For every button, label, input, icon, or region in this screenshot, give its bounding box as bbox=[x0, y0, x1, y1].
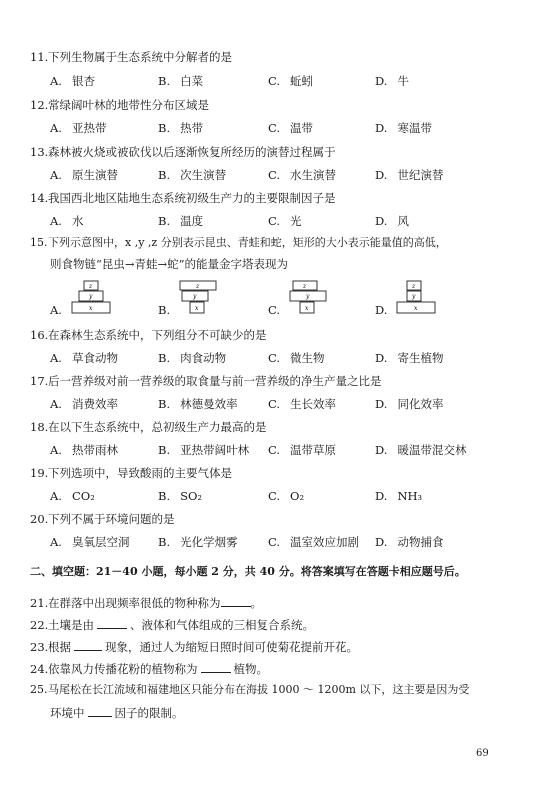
answer-blank[interactable] bbox=[97, 617, 127, 629]
option-label: A. bbox=[50, 214, 62, 228]
option-label: B. bbox=[158, 489, 171, 503]
question-text: 下列生物属于生态系统中分解者的是 bbox=[48, 50, 232, 64]
option-text: 温度 bbox=[180, 214, 204, 228]
answer-blank[interactable] bbox=[221, 595, 251, 607]
question-text: 后一营养级对前一营养级的取食量与前一营养级的净生产量之比是 bbox=[48, 374, 382, 388]
options-19 bbox=[50, 489, 528, 503]
svg-text:x: x bbox=[195, 305, 199, 312]
question-text: 土壤是由 bbox=[48, 618, 94, 632]
pyramid-diagram-a bbox=[70, 280, 112, 316]
svg-text:y: y bbox=[306, 293, 310, 300]
question-24 bbox=[30, 661, 520, 676]
question-17 bbox=[30, 374, 520, 388]
answer-blank[interactable] bbox=[201, 661, 231, 673]
option-label: C. bbox=[268, 535, 281, 549]
option-label: A. bbox=[50, 443, 62, 457]
option-label: D. bbox=[375, 397, 388, 411]
question-text: 马尾松在长江流域和福建地区只能分布在海拔 1000 ～ 1200m 以下，这主要是因为受 bbox=[48, 683, 470, 696]
options-17 bbox=[50, 397, 528, 411]
question-text: 现象，通过人为缩短日照时间可使菊花提前开花。 bbox=[105, 640, 358, 654]
question-text: 在群落中出现频率很低的物种称为 bbox=[48, 596, 221, 610]
answer-blank[interactable] bbox=[74, 639, 102, 651]
question-14 bbox=[30, 191, 520, 205]
options-20 bbox=[50, 535, 528, 549]
svg-text:x: x bbox=[89, 305, 93, 312]
option-label: A. bbox=[50, 397, 62, 411]
svg-text:y: y bbox=[412, 293, 416, 300]
options-11 bbox=[50, 74, 528, 88]
question-number: 21. bbox=[30, 596, 49, 610]
question-text: 则食物链“昆虫→青蛙→蛇”的能量金字塔表现为 bbox=[50, 257, 289, 271]
question-text: 环境中 bbox=[50, 706, 85, 720]
question-number: 16. bbox=[30, 328, 49, 342]
option-label: A. bbox=[50, 303, 62, 317]
option-label: B. bbox=[158, 121, 171, 135]
question-number: 14. bbox=[30, 191, 49, 205]
question-25-line2 bbox=[50, 705, 520, 720]
option-label: B. bbox=[158, 303, 171, 317]
option-label: A. bbox=[50, 535, 62, 549]
question-number: 25. bbox=[30, 683, 48, 696]
option-label: C. bbox=[268, 443, 281, 457]
option-label: C. bbox=[268, 168, 281, 182]
option-label: D. bbox=[375, 443, 388, 457]
svg-text:y: y bbox=[89, 293, 93, 300]
option-text: 水 bbox=[71, 214, 84, 228]
question-number: 11. bbox=[30, 50, 49, 64]
option-label: A. bbox=[50, 74, 62, 88]
option-text: 暖温带混交林 bbox=[397, 443, 467, 457]
question-text: 下列选项中，导致酸雨的主要气体是 bbox=[48, 466, 232, 480]
option-text: 温带草原 bbox=[290, 443, 337, 457]
option-label: C. bbox=[268, 351, 281, 365]
option-label: C. bbox=[268, 303, 281, 317]
question-number: 23. bbox=[30, 640, 49, 654]
svg-text:z: z bbox=[89, 283, 93, 290]
option-text: 寄生植物 bbox=[397, 351, 444, 365]
question-19 bbox=[30, 466, 520, 480]
svg-text:y: y bbox=[193, 293, 197, 300]
option-label: D. bbox=[375, 214, 388, 228]
option-label: A. bbox=[50, 489, 62, 503]
option-text: NH₃ bbox=[397, 489, 423, 503]
option-text: 牛 bbox=[397, 74, 409, 88]
option-text: CO₂ bbox=[71, 489, 95, 503]
option-label: B. bbox=[158, 443, 171, 457]
svg-text:z: z bbox=[303, 283, 307, 290]
option-text: 水生演替 bbox=[290, 168, 337, 182]
options-12 bbox=[50, 121, 528, 135]
option-text: O₂ bbox=[290, 489, 305, 503]
question-20 bbox=[30, 512, 520, 526]
option-label: D. bbox=[375, 121, 388, 135]
option-label: D. bbox=[375, 535, 388, 549]
question-12 bbox=[30, 98, 520, 112]
section-heading: 二、填空题：21－40 小题，每小题 2 分，共 40 分。将答案填写在答题卡相应题号后。 bbox=[30, 565, 466, 578]
option-label: D. bbox=[375, 168, 388, 182]
option-label: B. bbox=[158, 397, 171, 411]
option-label: C. bbox=[268, 214, 281, 228]
page-number: 69 bbox=[476, 748, 489, 759]
question-text: 在森林生态系统中，下列组分不可缺少的是 bbox=[48, 328, 267, 342]
options-18 bbox=[50, 443, 528, 457]
question-15-line2 bbox=[50, 257, 520, 271]
option-text: 蚯蚓 bbox=[290, 74, 314, 88]
options-16 bbox=[50, 351, 528, 365]
option-text: 世纪演替 bbox=[397, 168, 444, 182]
option-label: C. bbox=[268, 121, 281, 135]
question-16 bbox=[30, 328, 520, 342]
option-text: 寒温带 bbox=[397, 121, 432, 135]
option-text: 光 bbox=[290, 214, 302, 228]
option-text: 同化效率 bbox=[397, 397, 444, 411]
option-text: 次生演替 bbox=[180, 168, 227, 182]
option-text: 臭氧层空洞 bbox=[71, 535, 130, 549]
question-number: 20. bbox=[30, 512, 49, 526]
question-text: 在以下生态系统中，总初级生产力最高的是 bbox=[48, 420, 267, 434]
option-text: 亚热带 bbox=[71, 121, 107, 135]
question-number: 18. bbox=[30, 420, 49, 434]
option-text: SO₂ bbox=[180, 489, 203, 503]
option-text: 热带雨林 bbox=[71, 443, 118, 457]
question-text: 下列示意图中，x ,y ,z 分别表示昆虫、青蛙和蛇，矩形的大小表示能量值的高低， bbox=[48, 236, 447, 249]
option-label: B. bbox=[158, 74, 171, 88]
options-13 bbox=[50, 168, 528, 182]
svg-text:x: x bbox=[305, 305, 309, 312]
question-number: 17. bbox=[30, 374, 49, 388]
option-label: B. bbox=[158, 351, 171, 365]
options-14 bbox=[50, 214, 528, 228]
pyramid-diagram-d bbox=[395, 280, 437, 316]
option-text: 温室效应加剧 bbox=[290, 535, 360, 549]
question-text: 下列不属于环境问题的是 bbox=[48, 512, 175, 526]
option-text: 林德曼效率 bbox=[180, 397, 238, 411]
question-number: 15. bbox=[30, 236, 48, 249]
option-text: 生长效率 bbox=[290, 397, 337, 411]
option-text: 消费效率 bbox=[71, 397, 118, 411]
option-text: 肉食动物 bbox=[180, 351, 227, 365]
option-text: 草食动物 bbox=[71, 351, 118, 365]
option-label: D. bbox=[375, 303, 388, 317]
option-label: A. bbox=[50, 351, 62, 365]
question-text: 依靠风力传播花粉的植物称为 bbox=[48, 662, 198, 676]
option-text: 微生物 bbox=[290, 351, 325, 365]
option-label: D. bbox=[375, 351, 388, 365]
question-text: 我国西北地区陆地生态系统初级生产力的主要限制因子是 bbox=[48, 191, 336, 205]
answer-blank[interactable] bbox=[88, 705, 112, 717]
option-label: B. bbox=[158, 535, 171, 549]
question-number: 12. bbox=[30, 98, 49, 112]
option-label: A. bbox=[50, 168, 62, 182]
option-label: C. bbox=[268, 489, 281, 503]
question-text: 常绿阔叶林的地带性分布区域是 bbox=[48, 98, 209, 112]
pyramid-diagram-b bbox=[178, 280, 218, 316]
question-18 bbox=[30, 420, 520, 434]
question-15 bbox=[30, 236, 520, 250]
question-number: 19. bbox=[30, 466, 49, 480]
option-text: 银杏 bbox=[71, 74, 95, 88]
option-label: B. bbox=[158, 214, 171, 228]
option-text: 白菜 bbox=[180, 74, 204, 88]
svg-text:x: x bbox=[414, 305, 418, 312]
option-text: 温带 bbox=[290, 121, 314, 135]
option-label: D. bbox=[375, 74, 388, 88]
question-text: 、液体和气体组成的三相复合系统。 bbox=[130, 618, 314, 632]
question-text: 植物。 bbox=[233, 662, 268, 676]
option-text: 热带 bbox=[180, 121, 204, 135]
option-text: 原生演替 bbox=[71, 168, 118, 182]
option-text: 动物捕食 bbox=[397, 535, 444, 549]
option-label: D. bbox=[375, 489, 388, 503]
question-11 bbox=[30, 50, 520, 64]
question-number: 22. bbox=[30, 618, 49, 632]
question-25 bbox=[30, 683, 520, 697]
option-label: C. bbox=[268, 74, 281, 88]
option-label: A. bbox=[50, 121, 62, 135]
option-text: 风 bbox=[397, 214, 409, 228]
question-number: 24. bbox=[30, 662, 49, 676]
option-label: B. bbox=[158, 168, 171, 182]
option-text: 光化学烟雾 bbox=[180, 535, 238, 549]
question-text: 。 bbox=[250, 596, 262, 610]
option-label: C. bbox=[268, 397, 281, 411]
svg-text:z: z bbox=[196, 283, 200, 290]
question-23 bbox=[30, 639, 520, 654]
option-text: 亚热带阔叶林 bbox=[180, 443, 250, 457]
question-text: 森林被火烧或被砍伐以后逐渐恢复所经历的演替过程属于 bbox=[48, 145, 336, 159]
svg-text:z: z bbox=[412, 283, 416, 290]
question-number: 13. bbox=[30, 145, 49, 159]
question-13 bbox=[30, 145, 520, 159]
pyramid-diagram-c bbox=[288, 280, 328, 316]
question-21 bbox=[30, 595, 520, 610]
question-22 bbox=[30, 617, 520, 632]
question-text: 根据 bbox=[48, 640, 71, 654]
question-text: 因子的限制。 bbox=[114, 706, 184, 720]
